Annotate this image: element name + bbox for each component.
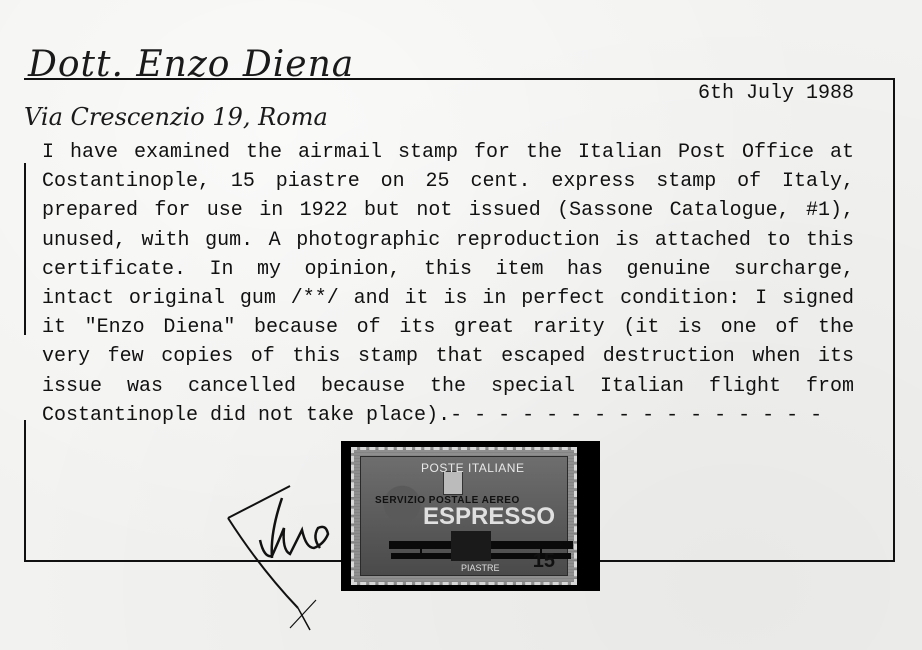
stamp-denomination: 15 [532,550,555,572]
letterhead-name: Dott. Enzo Diena [28,44,355,85]
body-line: very few copies of this stamp that escaped destruction when its [42,345,854,369]
body-line: prepared for use in 1922 but not issued (Sassone Catalogue, #1), [42,199,854,223]
certificate-date: 6th July 1988 [697,82,854,105]
stamp-photo-mount [341,441,600,591]
stamp-top-text: POSTE ITALIANE [421,461,525,475]
body-line: certificate. In my opinion, this item has genuine surcharge, [42,257,854,281]
stamp-overprint: SERVIZIO POSTALE AEREO [375,495,520,506]
frame-left-rule-bottom [24,420,26,562]
body-line: unused, with gum. A photographic reproduction is attached to this [42,228,854,252]
body-line: Costantinople did not take place).- - - - - - - - - - - - - - - - [42,403,823,427]
body-line: it "Enzo Diena" because of its great rarity (it is one of the [42,316,854,340]
frame-left-rule-top [24,163,26,335]
body-line: Costantinople, 15 piastre on 25 cent. express stamp of Italy, [42,170,854,194]
letterhead-address: Via Crescenzio 19, Roma [24,103,328,131]
handwritten-signature [220,478,350,638]
stamp-currency: PIASTRE [461,563,500,573]
body-line: issue was cancelled because the special Italian flight from [42,374,854,398]
stamp-image [351,447,577,585]
certificate-body [42,138,854,430]
body-line: I have examined the airmail stamp for the Italian Post Office at [42,141,854,164]
stamp-express-text: ESPRESSO [423,503,556,530]
body-line: intact original gum /**/ and it is in perfect condition: I signed [42,287,854,311]
stamp-design [360,456,568,576]
